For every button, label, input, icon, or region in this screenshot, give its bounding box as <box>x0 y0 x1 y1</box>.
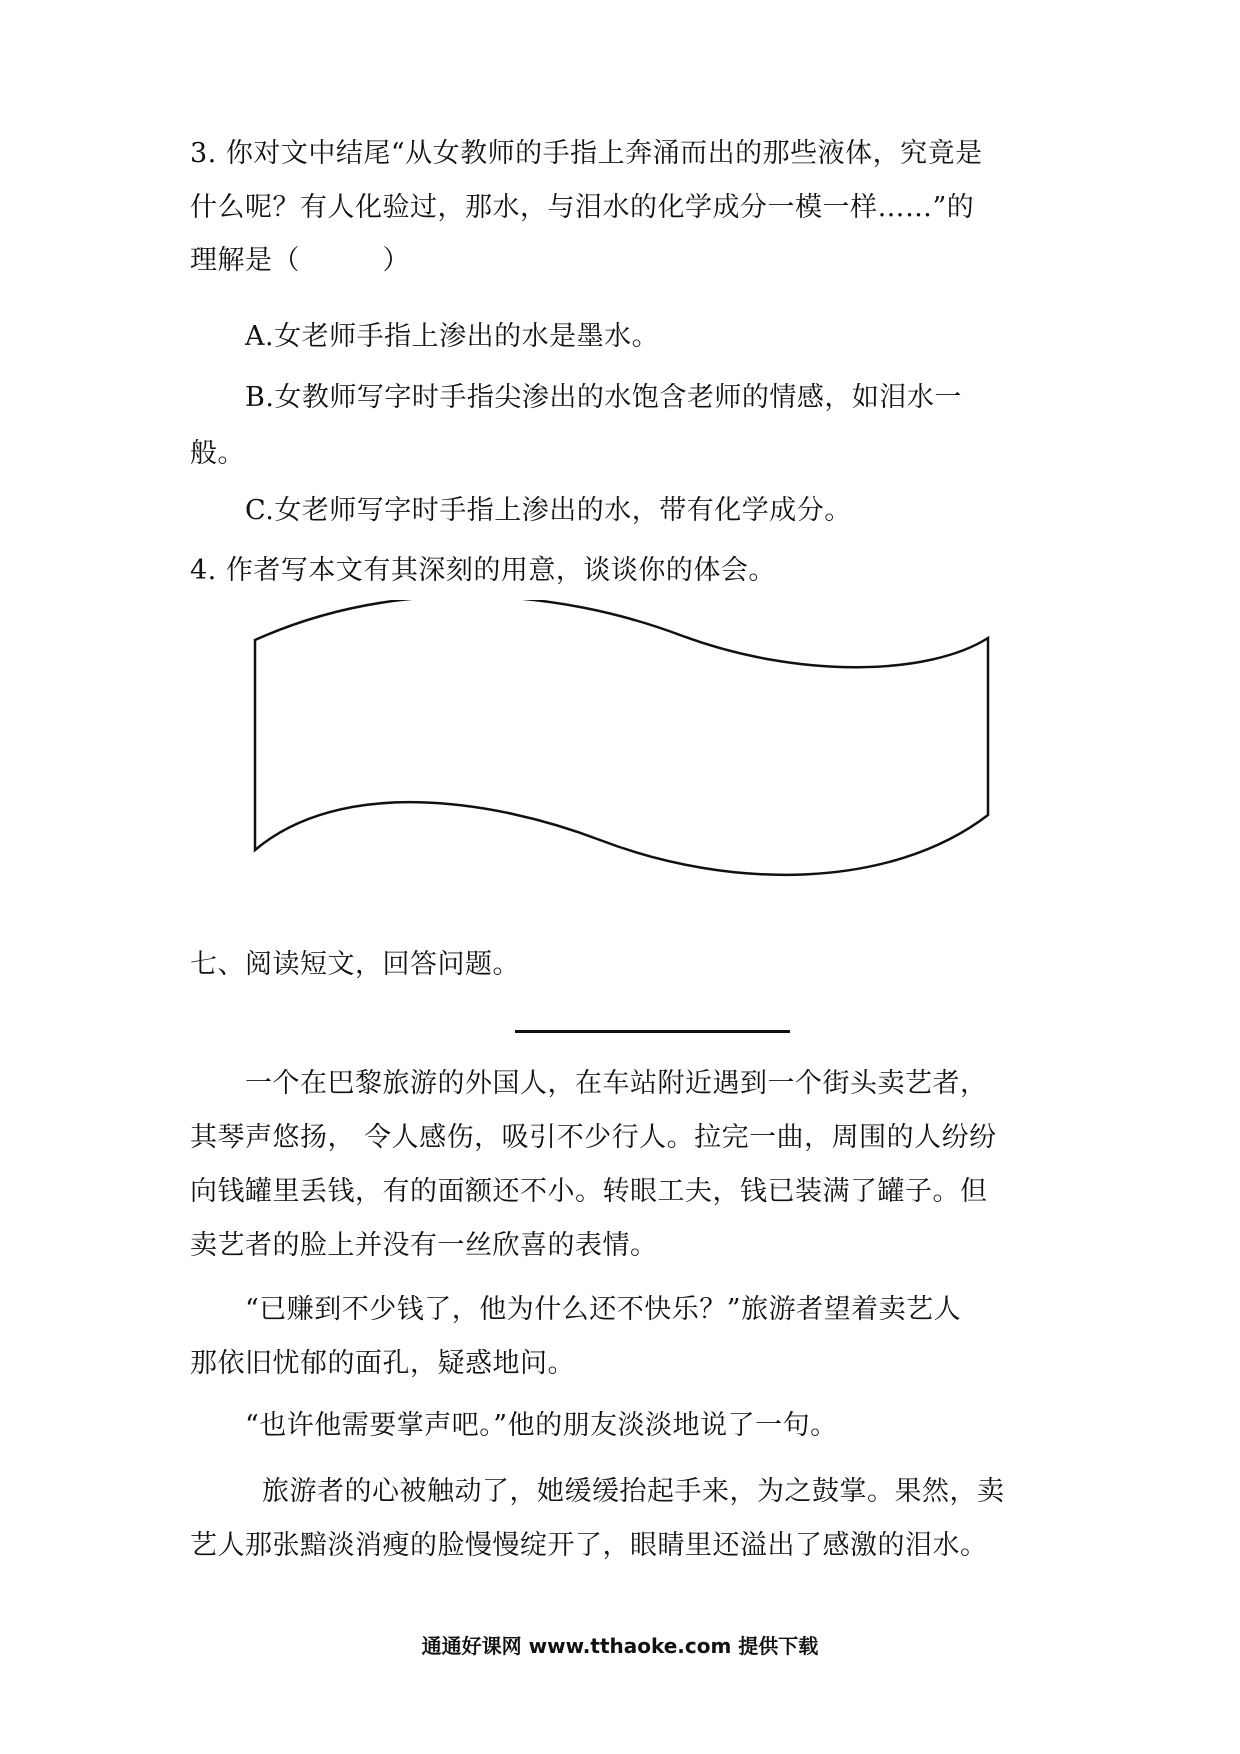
passage-p4-line-1: 旅游者的心被触动了，她缓缓抬起手来，为之鼓掌。果然，卖 <box>262 1476 1005 1507</box>
option-a: A.女老师手指上渗出的水是墨水。 <box>245 321 660 352</box>
question-3-line-1: 3. 你对文中结尾“从女教师的手指上奔涌而出的那些液体，究竟是 <box>190 138 983 169</box>
question-3-line-3: 理解是（ ） <box>190 245 410 276</box>
option-c: C.女老师写字时手指上渗出的水，带有化学成分。 <box>245 495 852 526</box>
question-3-line-2: 什么呢？有人化验过，那水，与泪水的化学成分一模一样……”的 <box>190 192 975 223</box>
title-blank-line <box>515 1030 790 1033</box>
option-b-continuation: 般。 <box>190 438 245 469</box>
passage-p1-line-4: 卖艺者的脸上并没有一丝欣喜的表情。 <box>190 1230 658 1261</box>
passage-p2-line-1: “已赚到不少钱了，他为什么还不快乐？”旅游者望着卖艺人 <box>245 1294 962 1325</box>
option-b: B.女教师写字时手指尖渗出的水饱含老师的情感，如泪水一 <box>245 382 962 413</box>
answer-box-outline <box>255 600 988 875</box>
footer-download-note: 通通好课网 www.tthaoke.com 提供下载 <box>421 1634 819 1658</box>
passage-p4-line-2: 艺人那张黯淡消瘦的脸慢慢绽开了，眼睛里还溢出了感激的泪水。 <box>190 1530 988 1561</box>
answer-box[interactable] <box>250 600 1000 890</box>
question-4: 4. 作者写本文有其深刻的用意，谈谈你的体会。 <box>190 555 776 586</box>
section-7-heading: 七、阅读短文，回答问题。 <box>190 949 520 980</box>
passage-p1-line-2: 其琴声悠扬， 令人感伤，吸引不少行人。拉完一曲，周围的人纷纷 <box>190 1122 997 1153</box>
passage-p3: “也许他需要掌声吧。”他的朋友淡淡地说了一句。 <box>245 1410 838 1441</box>
passage-p1-line-3: 向钱罐里丢钱，有的面额还不小。转眼工夫，钱已装满了罐子。但 <box>190 1176 988 1207</box>
passage-p2-line-2: 那依旧忧郁的面孔，疑惑地问。 <box>190 1348 575 1379</box>
passage-p1-line-1: 一个在巴黎旅游的外国人，在车站附近遇到一个街头卖艺者， <box>245 1068 988 1099</box>
